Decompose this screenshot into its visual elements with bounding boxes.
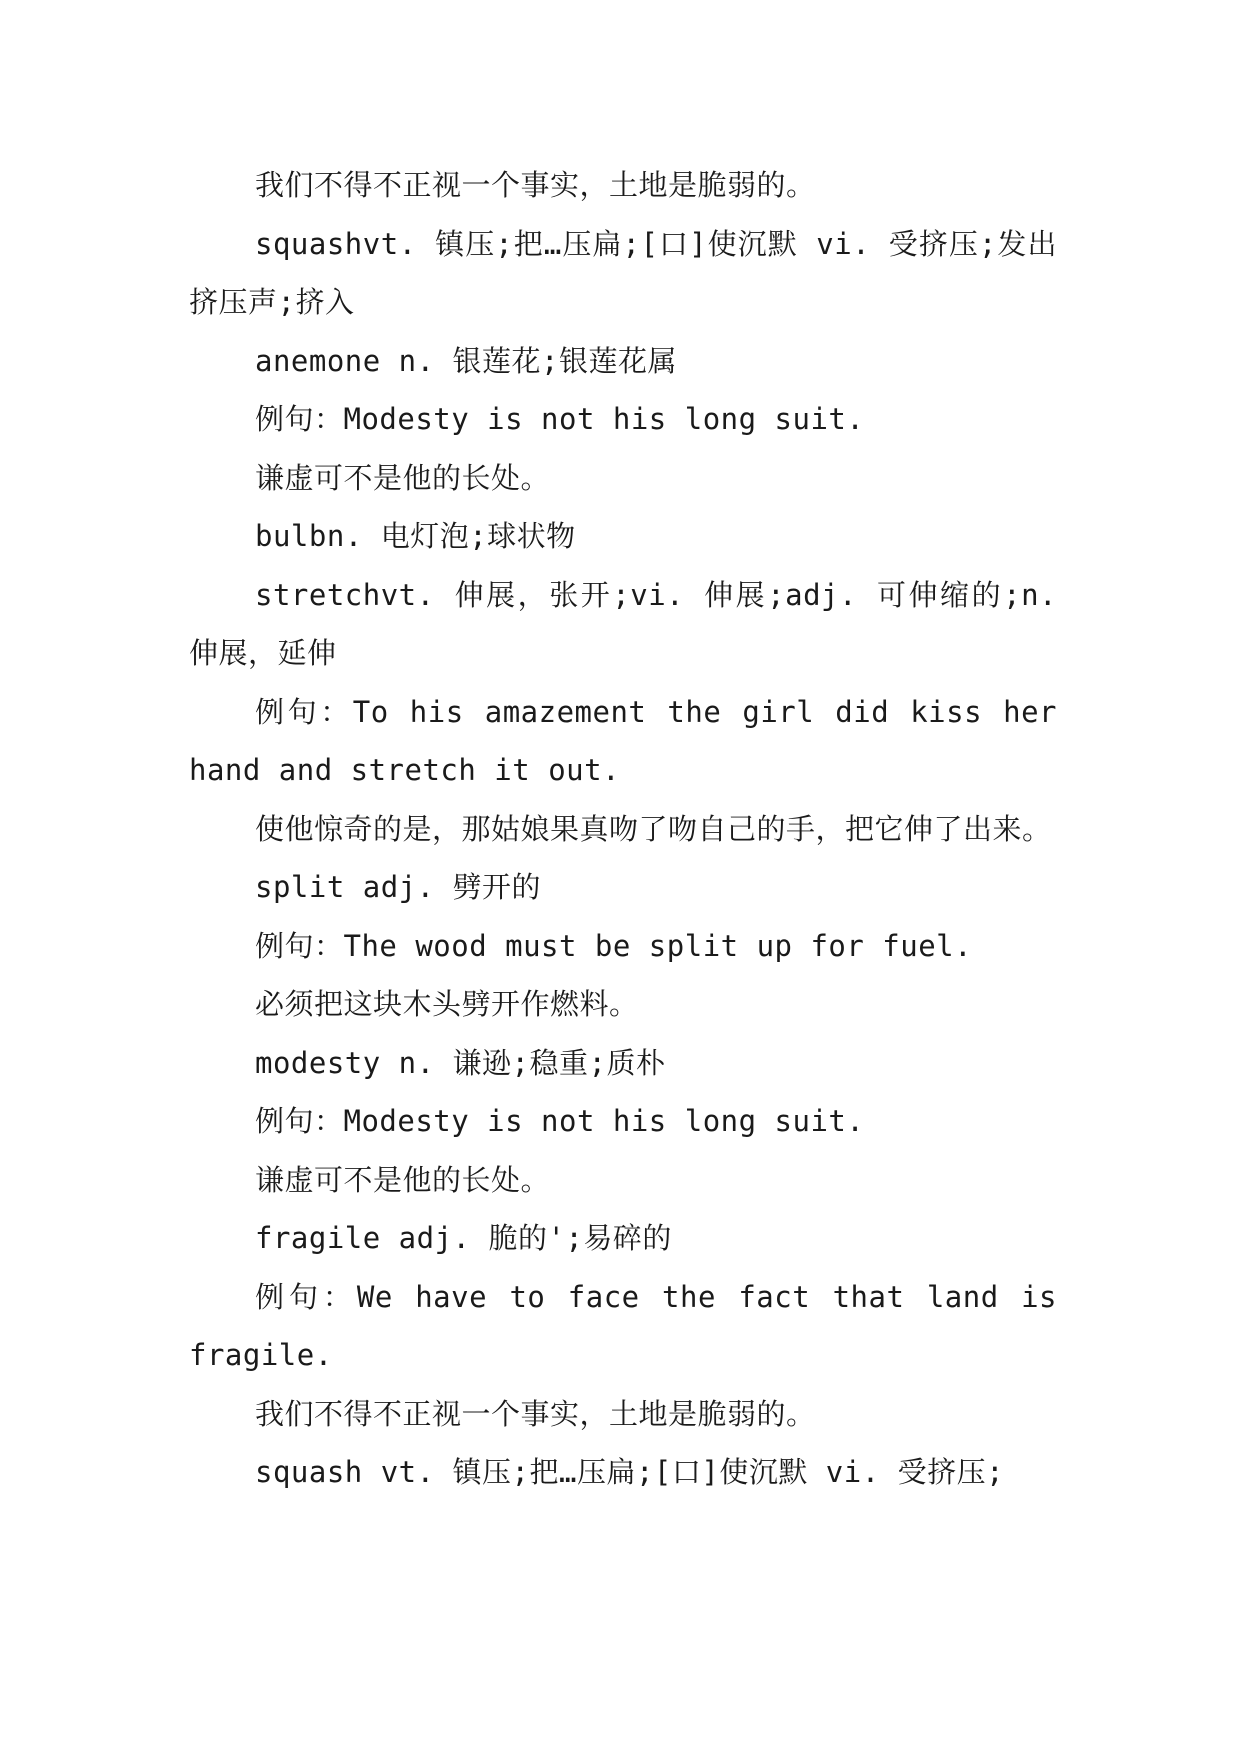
paragraph: modesty n. 谦逊;稳重;质朴 (255, 1045, 666, 1080)
paragraph: split adj. 劈开的 (255, 870, 542, 904)
paragraph: anemone n. 银莲花;银莲花属 (255, 343, 678, 378)
document-body (189, 156, 1057, 1502)
paragraph: 例句：To his amazement the girl did kiss her hand and stretch it out. (189, 694, 1057, 787)
paragraph: 谦虚可不是他的长处。 (255, 1162, 551, 1197)
paragraph: fragile adj. 脆的';易碎的 (255, 1221, 672, 1255)
paragraph: 我们不得不正视一个事实，土地是脆弱的。 (255, 1396, 816, 1431)
paragraph: 例句：Modesty is not his long suit. (255, 402, 865, 436)
paragraph: bulbn. 电灯泡;球状物 (255, 519, 576, 553)
paragraph: squash vt. 镇压;把…压扁;[口]使沉默 vi. 受挤压; (255, 1455, 1005, 1489)
paragraph: stretchvt. 伸展，张开;vi. 伸展;adj. 可伸缩的;n. 伸展，延伸 (189, 577, 1057, 670)
paragraph: squashvt. 镇压;把…压扁;[口]使沉默 vi. 受挤压;发出挤压声;挤入 (189, 226, 1057, 319)
paragraph: 例句：We have to face the fact that land is fragile. (189, 1279, 1057, 1372)
paragraph: 例句：The wood must be split up for fuel. (255, 928, 973, 963)
paragraph: 例句：Modesty is not his long suit. (255, 1104, 865, 1138)
paragraph: 我们不得不正视一个事实，土地是脆弱的。 (255, 168, 816, 202)
paragraph: 谦虚可不是他的长处。 (255, 460, 551, 495)
paragraph: 必须把这块木头劈开作燃料。 (255, 987, 639, 1021)
paragraph: 使他惊奇的是，那姑娘果真吻了吻自己的手，把它伸了出来。 (255, 811, 1052, 846)
